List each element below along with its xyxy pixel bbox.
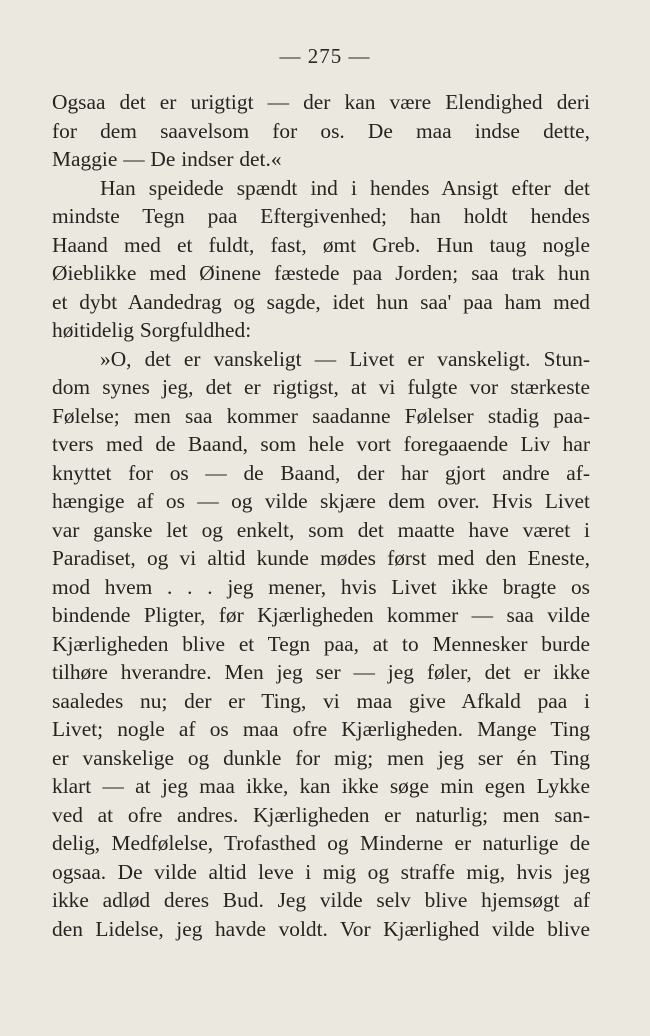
text-line: var ganske let og enkelt, som det maatte have været i xyxy=(52,517,590,542)
text-line: ved at ofre andres. Kjærligheden er naturlig; men san- xyxy=(52,802,590,827)
text-line: Livet; nogle af os maa ofre Kjærligheden. Mange Ting xyxy=(52,717,590,741)
text-line: klart — at jeg maa ikke, kan ikke søge min egen Lykke xyxy=(52,774,590,798)
text-line: mod hvem . . . jeg mener, hvis Livet ikke bragte os xyxy=(52,574,590,599)
text-line: den Lidelse, jeg havde voldt. Vor Kjærlighed vilde blive xyxy=(52,916,590,941)
text-line: høitidelig Sorgfuldhed: xyxy=(52,318,252,342)
text-line: bindende Pligter, før Kjærligheden kommer — saa vilde xyxy=(52,603,590,627)
page-number: — 275 — xyxy=(279,44,371,68)
text-line: Øieblikke med Øinene fæstede paa Jorden; saa trak hun xyxy=(52,261,590,285)
text-line: dom synes jeg, det er rigtigst, at vi fulgte vor stærkeste xyxy=(52,375,590,399)
body-text xyxy=(52,88,590,943)
text-line: ogsaa. De vilde altid leve i mig og straffe mig, hvis jeg xyxy=(52,859,590,884)
text-line: Kjærligheden blive et Tegn paa, at to Mennesker burde xyxy=(52,631,590,656)
text-line: hængige af os — og vilde skjære dem over. Hvis Livet xyxy=(52,489,590,513)
text-line: ikke adlød deres Bud. Jeg vilde selv blive hjemsøgt af xyxy=(52,888,590,912)
text-line: Paradiset, og vi altid kunde mødes først med den Eneste, xyxy=(52,546,590,570)
text-line: Maggie — De indser det.« xyxy=(52,147,282,171)
text-line: delig, Medfølelse, Trofasthed og Minderne er naturlige de xyxy=(52,831,590,855)
text-line: »O, det er vanskeligt — Livet er vanskeligt. Stun- xyxy=(100,346,590,371)
text-line: Følelse; men saa kommer saadanne Følelser stadig paa- xyxy=(52,403,590,428)
text-line: knyttet for os — de Baand, der har gjort andre af- xyxy=(52,460,590,485)
text-line: tvers med de Baand, som hele vort foregaaende Liv har xyxy=(52,432,590,456)
text-line: saaledes nu; der er Ting, vi maa give Afkald paa i xyxy=(52,688,590,713)
text-line: tilhøre hverandre. Men jeg ser — jeg føler, det er ikke xyxy=(52,660,590,684)
text-line: et dybt Aandedrag og sagde, idet hun saa' paa ham med xyxy=(52,289,590,314)
text-line: Haand med et fuldt, fast, ømt Greb. Hun taug nogle xyxy=(52,232,590,257)
text-line: for dem saavelsom for os. De maa indse dette, xyxy=(52,118,590,143)
text-line: mindste Tegn paa Eftergivenhed; han holdt hendes xyxy=(52,204,590,228)
text-line: Han speidede spændt ind i hendes Ansigt efter det xyxy=(100,175,590,200)
text-line: er vanskelige og dunkle for mig; men jeg ser én Ting xyxy=(52,745,590,770)
text-line: Ogsaa det er urigtigt — der kan være Elendighed deri xyxy=(52,90,590,114)
